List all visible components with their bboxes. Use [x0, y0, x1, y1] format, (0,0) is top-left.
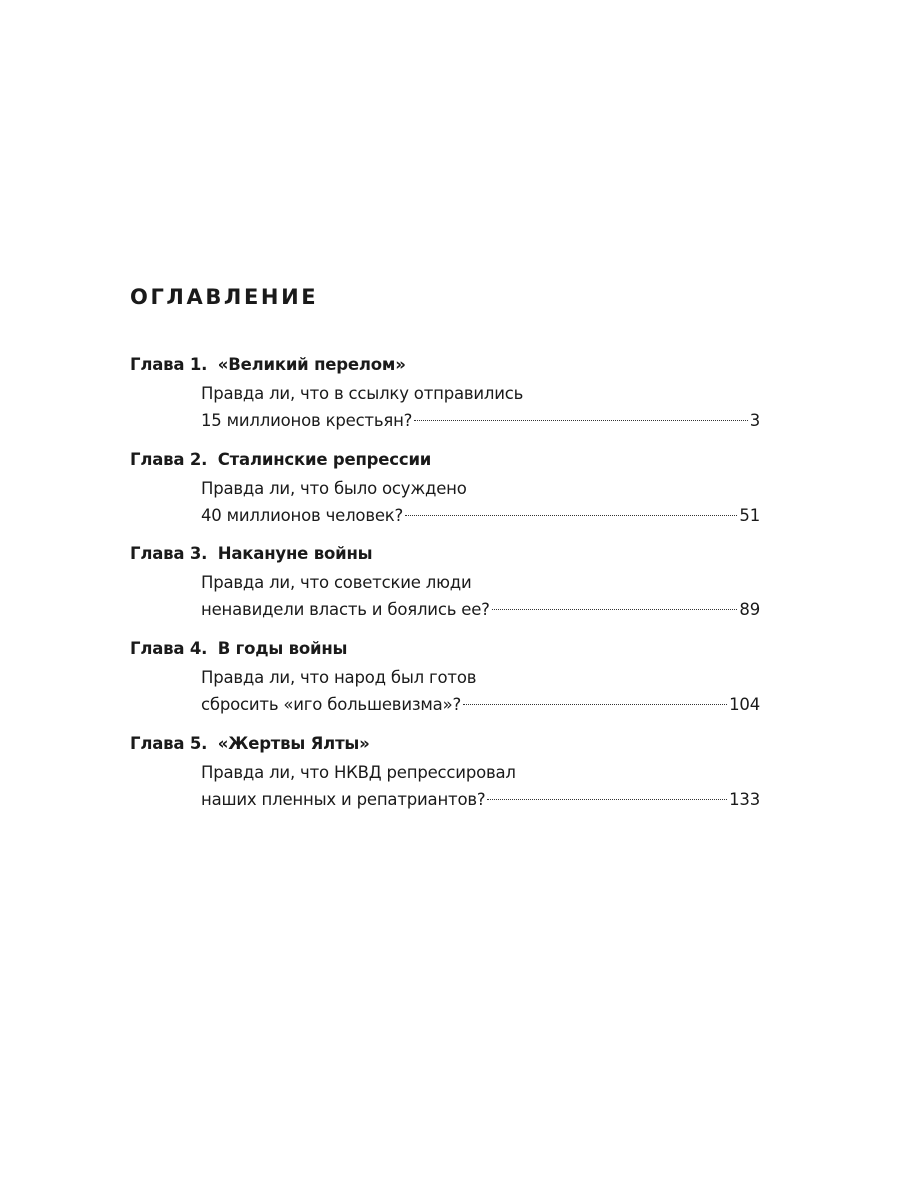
toc-heading: ОГЛАВЛЕНИЕ: [130, 285, 319, 309]
entry-question-line1: Правда ли, что было осуждено: [201, 479, 467, 498]
entry-question-text: 15 миллионов крестьян?: [201, 411, 413, 430]
dot-leader: [492, 609, 738, 610]
toc-entry: [201, 475, 760, 529]
dot-leader: [414, 420, 747, 421]
dot-leader: [405, 515, 737, 516]
entry-question-line1: Правда ли, что советские люди: [201, 573, 472, 592]
page-number: 51: [739, 506, 760, 525]
chapter-name: «Жертвы Ялты»: [217, 734, 370, 753]
chapter-name: Сталинские репрессии: [217, 450, 432, 469]
entry-question-line2: [201, 407, 760, 434]
chapter-number: Глава 2.: [130, 450, 208, 469]
toc-entry: [201, 380, 760, 434]
entry-question-text: 40 миллионов человек?: [201, 506, 404, 525]
page-number: 3: [749, 411, 760, 430]
chapter-name: В годы войны: [217, 639, 348, 658]
chapter-number: Глава 5.: [130, 734, 208, 753]
toc-chapter: [130, 448, 760, 529]
chapter-number: Глава 3.: [130, 544, 208, 563]
entry-question-line2: [201, 691, 760, 718]
chapter-name: Накануне войны: [217, 544, 373, 563]
entry-question-line2: [201, 786, 760, 813]
chapter-title: [130, 353, 760, 377]
entry-question-text: ненавидели власть и боялись ее?: [201, 600, 490, 619]
entry-question-text: сбросить «иго большевизма»?: [201, 695, 462, 714]
entry-question-text: наших пленных и репатриантов?: [201, 790, 486, 809]
toc-chapter: [130, 637, 760, 718]
page-number: 133: [729, 790, 760, 809]
chapter-name: «Великий перелом»: [217, 355, 406, 374]
chapter-title: [130, 542, 760, 566]
toc-chapter: [130, 353, 760, 434]
entry-question-line1: Правда ли, что народ был готов: [201, 668, 477, 687]
chapter-title: [130, 732, 760, 756]
entry-question-line2: [201, 596, 760, 623]
dot-leader: [487, 799, 727, 800]
toc-entry: [201, 569, 760, 623]
chapter-title: [130, 448, 760, 472]
dot-leader: [463, 704, 727, 705]
chapter-number: Глава 4.: [130, 639, 208, 658]
toc-entry: [201, 664, 760, 718]
entry-question-line1: Правда ли, что в ссылку отправились: [201, 384, 524, 403]
toc-entry: [201, 759, 760, 813]
toc-chapter: [130, 542, 760, 623]
entry-question-line1: Правда ли, что НКВД репрессировал: [201, 763, 516, 782]
toc-chapter: [130, 732, 760, 813]
page-number: 104: [729, 695, 760, 714]
page-number: 89: [739, 600, 760, 619]
entry-question-line2: [201, 502, 760, 529]
chapter-number: Глава 1.: [130, 355, 208, 374]
chapter-title: [130, 637, 760, 661]
